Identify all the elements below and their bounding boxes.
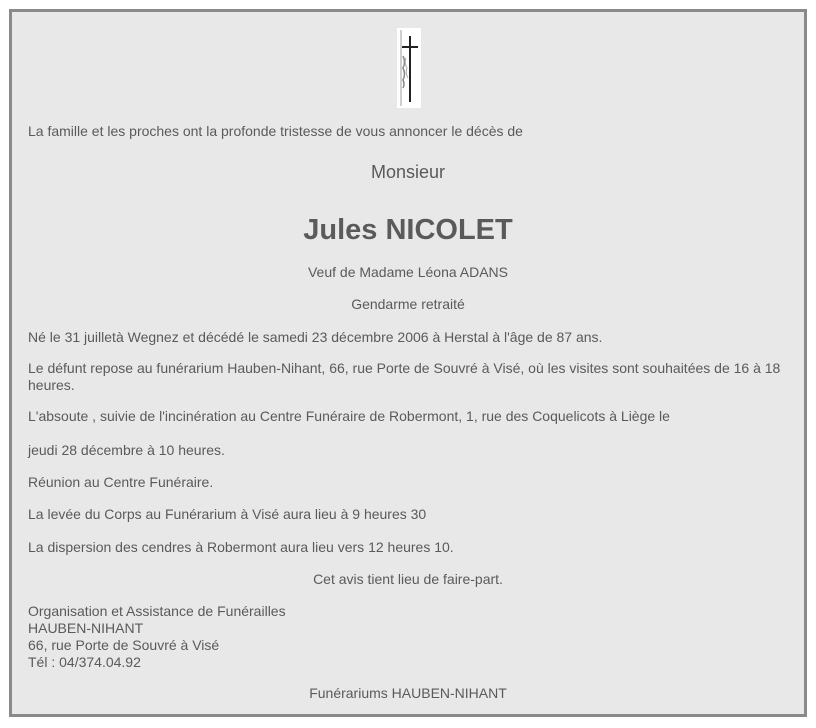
dispersion-text: La dispersion des cendres à Robermont aura lieu vers 12 heures 10. [28,539,454,555]
deceased-name: Jules NICOLET [303,214,513,246]
ceremony-date: jeudi 28 décembre à 10 heures. [28,442,225,458]
absoute-text: L'absoute , suivie de l'incinération au Centre Funéraire de Robermont, 1, rue des Coquelicots à Liège le [28,408,670,424]
cross-icon [397,28,421,108]
organisation-phone: Tél : 04/374.04.92 [28,654,141,670]
organisation-line-1: Organisation et Assistance de Funérailles [28,603,286,619]
birth-death-text: Né le 31 juilletà Wegnez et décédé le samedi 23 décembre 2006 à Herstal à l'âge de 87 ans. [28,329,603,345]
reunion-text: Réunion au Centre Funéraire. [28,474,214,490]
widower-text: Veuf de Madame Léona ADANS [307,264,509,280]
footer-text: Funérariums HAUBEN-NIHANT [309,685,507,701]
organisation-address: 66, rue Porte de Souvré à Visé [28,637,220,653]
intro-text: La famille et les proches ont la profonde tristesse de vous annoncer le décès de [28,123,523,139]
organisation-line-2: HAUBEN-NIHANT [28,620,144,636]
obituary-notice [9,9,807,717]
profession-text: Gendarme retraité [351,296,465,312]
organisation-block [28,603,794,671]
notice-text: Cet avis tient lieu de faire-part. [313,571,503,587]
repose-text: Le défunt repose au funérarium Hauben-Nihant, 66, rue Porte de Souvré à Visé, où les visites sont souhaitées de 16 à 18 heures. [28,360,781,393]
levee-text: La levée du Corps au Funérarium à Visé aura lieu à 9 heures 30 [28,506,427,522]
salutation: Monsieur [370,162,446,182]
